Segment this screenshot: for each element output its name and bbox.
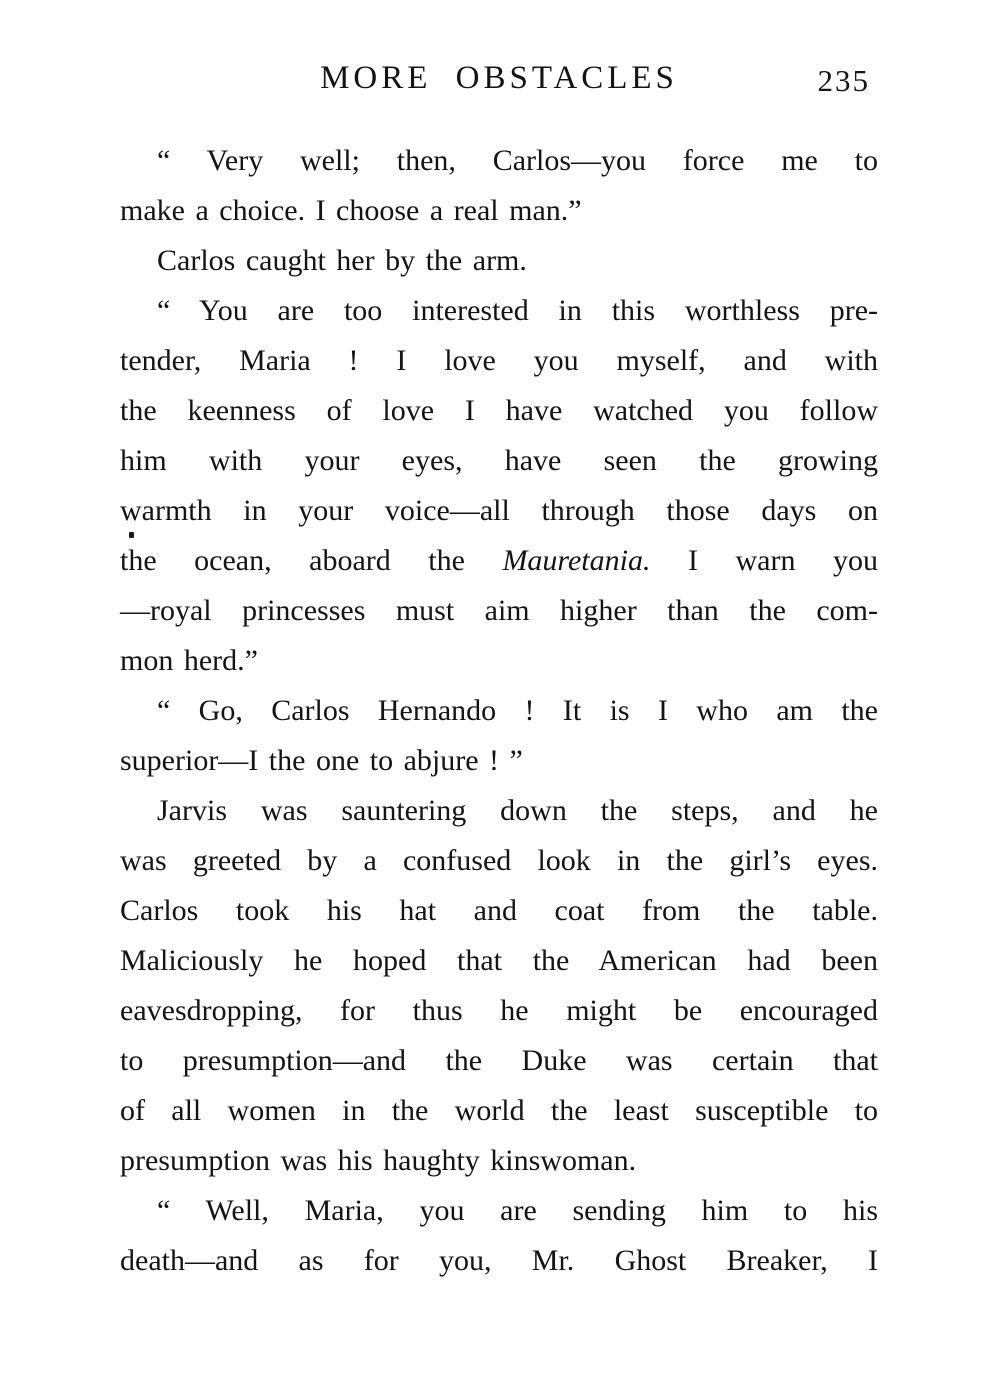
text-line: death—and as for you, Mr. Ghost Breaker, I <box>120 1244 878 1277</box>
text-line: Carlos took his hat and coat from the table. <box>120 894 878 927</box>
text-line: him with your eyes, have seen the growing <box>120 444 878 477</box>
text-line: mon herd.” <box>120 644 258 677</box>
text-line: superior—I the one to abjure ! ” <box>120 744 523 777</box>
text-line: tender, Maria ! I love you myself, and with <box>120 344 878 377</box>
text-segment: the ocean, aboard the <box>120 544 503 577</box>
text-line: of all women in the world the least susceptible to <box>120 1094 878 1127</box>
text-segment: I warn you <box>650 544 878 577</box>
running-title: MORE OBSTACLES <box>320 60 678 96</box>
text-line: presumption was his haughty kinswoman. <box>120 1144 637 1177</box>
text-line: to presumption—and the Duke was certain that <box>120 1044 878 1077</box>
text-line <box>120 536 878 586</box>
page-header <box>120 60 878 104</box>
text-line: —royal princesses must aim higher than the com- <box>120 594 878 627</box>
text-line: Jarvis was sauntering down the steps, and he <box>157 794 878 827</box>
text-line: was greeted by a confused look in the girl’s eyes. <box>120 844 878 877</box>
text-line: “ Very well; then, Carlos—you force me to <box>157 144 878 177</box>
text-line: “ Well, Maria, you are sending him to his <box>157 1194 878 1227</box>
text-line: Maliciously he hoped that the American had been <box>120 944 878 977</box>
page-number: 235 <box>817 63 870 98</box>
text-line: make a choice. I choose a real man.” <box>120 194 582 227</box>
ink-speck-artifact <box>129 532 134 538</box>
text-line: Carlos caught her by the arm. <box>157 244 527 277</box>
italic-ship-name: Mauretania. <box>502 544 651 577</box>
text-line: “ You are too interested in this worthless pre- <box>157 294 878 327</box>
text-line: warmth in your voice—all through those days on <box>120 494 878 527</box>
body-text <box>120 136 878 1286</box>
text-line: the keenness of love I have watched you follow <box>120 394 878 427</box>
text-line: eavesdropping, for thus he might be encouraged <box>120 994 878 1027</box>
text-line: “ Go, Carlos Hernando ! It is I who am the <box>157 694 878 727</box>
